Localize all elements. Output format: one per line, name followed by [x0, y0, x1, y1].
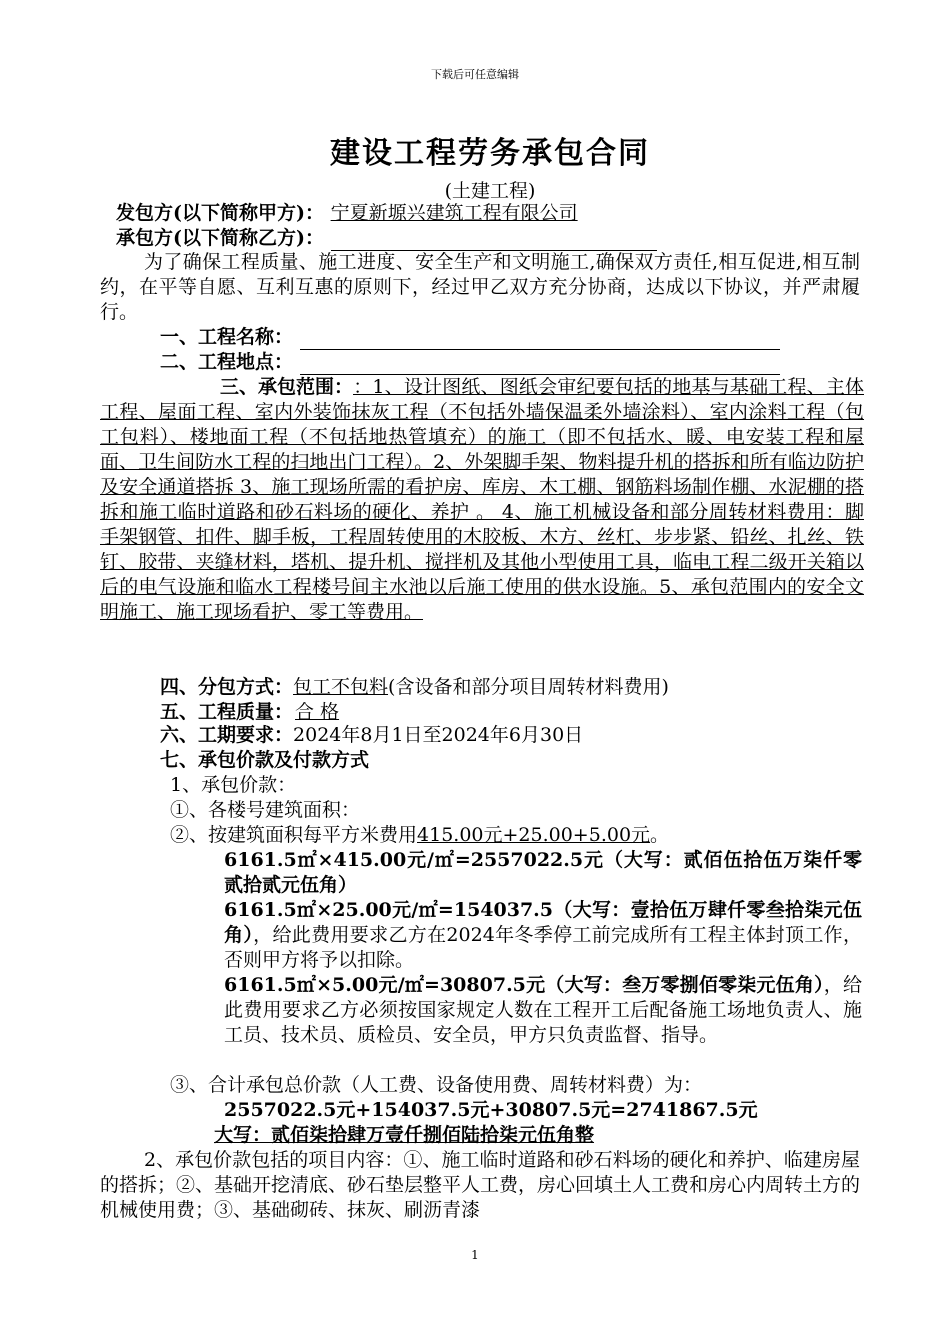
- party-a-line: [116, 201, 600, 226]
- section-6-label: 六、工期要求：: [160, 724, 294, 746]
- calc-3: [224, 973, 862, 1048]
- calc-2: [224, 898, 862, 973]
- price-item-1: 1、承包价款：: [170, 774, 297, 796]
- section-4-label: 四、分包方式：: [160, 676, 294, 698]
- document-title: 建设工程劳务承包合同: [330, 136, 650, 171]
- party-b-label: 承包方(以下简称乙方)：: [116, 227, 324, 249]
- section-4: [160, 675, 669, 700]
- calc-1: 6161.5㎡×415.00元/㎡=2557022.5元（大写：贰佰伍拾伍万柒仟零贰拾贰元伍角）: [224, 849, 862, 896]
- page-number: 1: [471, 1248, 479, 1262]
- price-item-c: ③、合计承包总价款（人工费、设备使用费、周转材料费）为：: [170, 1074, 703, 1096]
- section-4-note: (含设备和部分项目周转材料费用): [388, 676, 669, 698]
- calc-3-formula: 6161.5㎡×5.00元/㎡=30807.5元（大写：叁万零捌佰零柒元伍角）: [224, 974, 824, 996]
- section-5-value: 合 格: [295, 701, 340, 723]
- section-3-value: ：1、设计图纸、图纸会审纪要包括的地基与基础工程、主体工程、屋面工程、室内外装饰抹灰工程（不包括外墙保温柔外墙涂料）、室内涂料工程（包工包料）、楼地面工程（不包括地热管填充）的施工（即不包括水、暖、电安装工程和屋面、卫生间防水工程的扫地出门工程）。2、外架脚手架、物料提升机的搭拆和所有临边防护及安全通道搭拆 3、施工现场所需的看护房、库房、木工棚、钢筋料场制作棚、水泥棚的搭拆和施工临时道路和砂石料场的硬化、养护 。 4、施工机械设备和部分周转材料费用：脚手架钢管、扣件、脚手板，工程周转使用的木胶板、木方、丝杠、步步紧、铅丝、扎丝、铁钉、胶带、夹缝材料，塔机、提升机、搅拌机及其他小型使用工具，临电工程二级开关箱以后的电气设施和临水工程楼号间主水池以后施工使用的供水设施。5、承包范围内的安全文明施工、施工现场看护、零工等费用。: [100, 376, 864, 623]
- section-3-label: 三、承包范围：: [220, 376, 354, 398]
- price-item-b-suffix: 。: [650, 824, 670, 846]
- section-6-value: 2024年8月1日至2024年6月30日: [293, 724, 584, 746]
- section-2-label: 二、工程地点：: [160, 351, 294, 373]
- section-2: [160, 350, 780, 375]
- total-formula: 2557022.5元+154037.5元+30807.5元=2741867.5元: [224, 1099, 758, 1121]
- section-1-value: [300, 329, 780, 350]
- party-b-value: [331, 230, 657, 251]
- price-item-b-value: 415.00元+25.00+5.00元: [417, 824, 651, 846]
- document-subtitle: (土建工程): [444, 180, 536, 202]
- section-7: 七、承包价款及付款方式: [160, 749, 370, 771]
- header-note: 下载后可任意编辑: [431, 68, 519, 81]
- calc-2-formula: 6161.5㎡×25.00元/㎡=154037.5（大写：壹拾伍万肆仟零叁拾柒元伍角）: [224, 899, 862, 946]
- section-6: [160, 723, 583, 748]
- party-a-value: 宁夏新塬兴建筑工程有限公司: [330, 202, 578, 224]
- calc-2-note: ，给此费用要求乙方在2024年冬季停工前完成所有工程主体封顶工作，否则甲方将予以扣除。: [224, 924, 862, 971]
- price-item-b: [170, 823, 669, 848]
- section-1: [160, 325, 780, 350]
- section-3: [100, 375, 864, 625]
- section-2-value: [300, 354, 780, 375]
- party-b-line: [116, 226, 657, 251]
- section-5-label: 五、工程质量：: [160, 701, 294, 723]
- price-item-a: ①、各楼号建筑面积：: [170, 799, 361, 821]
- section-1-label: 一、工程名称：: [160, 326, 294, 348]
- party-a-label: 发包方(以下简称甲方)：: [116, 202, 324, 224]
- price-item-b-prefix: ②、按建筑面积每平方米费用: [170, 824, 418, 846]
- item-2-paragraph: 2、承包价款包括的项目内容：①、施工临时道路和砂石料场的硬化和养护、临建房屋的搭拆；②、基础开挖清底、砂石垫层整平人工费，房心回填土人工费和房心内周转土方的机械使用费；③、基础砌砖、抹灰、刷沥青漆: [100, 1149, 861, 1221]
- intro-paragraph: 为了确保工程质量、施工进度、安全生产和文明施工,确保双方责任,相互促进,相互制约，在平等自愿、互利互惠的原则下，经过甲乙双方充分协商，达成以下协议，并严肃履行。: [100, 251, 860, 323]
- total-in-words: 大写：贰佰柒拾肆万壹仟捌佰陆拾柒元伍角整: [214, 1124, 595, 1146]
- section-4-value: 包工不包料: [293, 676, 389, 698]
- calc-3-note: ，给此费用要求乙方必须按国家规定人数在工程开工后配备施工场地负责人、施工员、技术员、质检员、安全员，甲方只负责监督、指导。: [224, 974, 862, 1046]
- section-5: [160, 700, 341, 725]
